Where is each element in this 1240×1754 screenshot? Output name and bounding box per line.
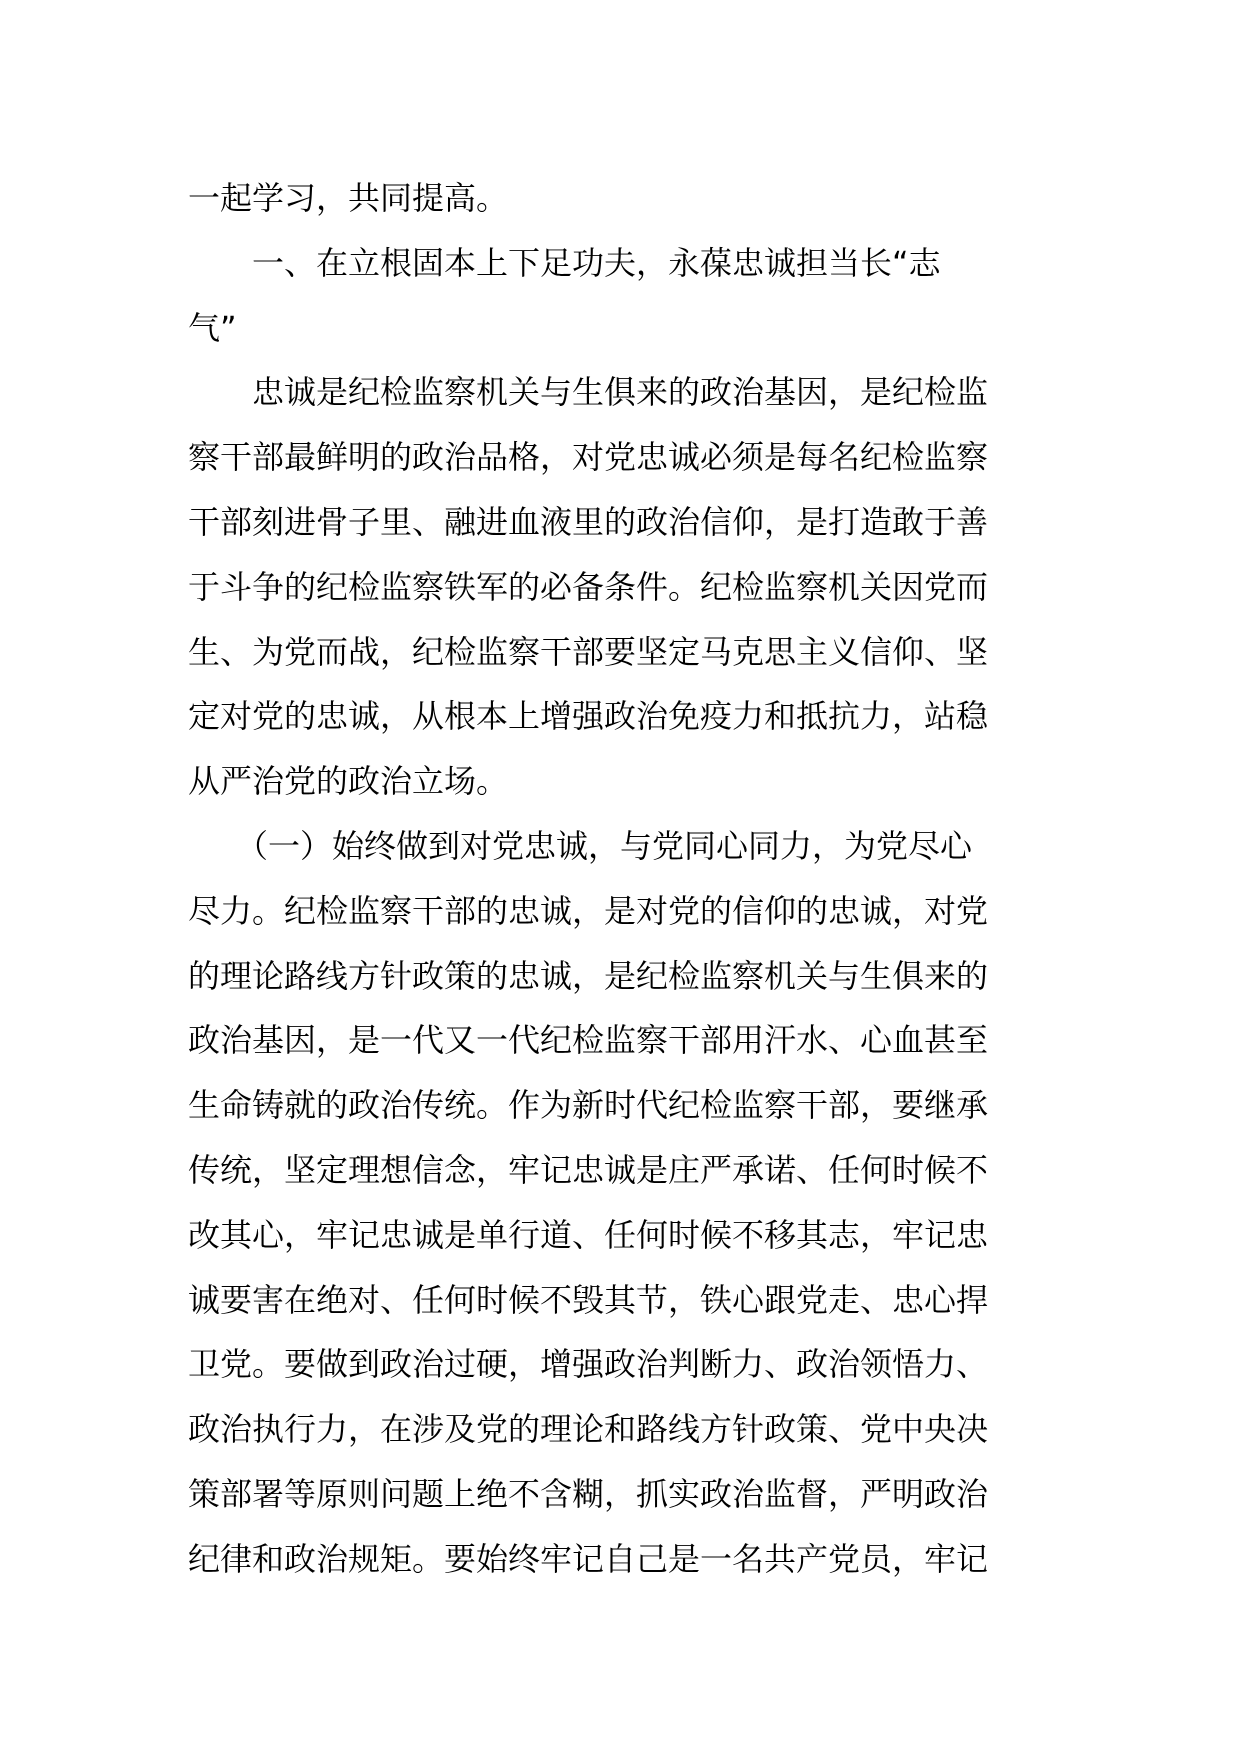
section-heading-line-2: 气” [188,308,237,347]
text-line-18: 诚要害在绝对、任何时候不毁其节，铁心跟党走、忠心捍 [188,1280,989,1319]
text-line-19: 卫党。要做到政治过硬，增强政治判断力、政治领悟力、 [188,1345,989,1384]
text-line-10: 从严治党的政治立场。 [188,762,509,801]
text-line-5: 察干部最鲜明的政治品格，对党忠诚必须是每名纪检监察 [188,438,989,477]
text-line-9: 定对党的忠诚，从根本上增强政治免疫力和抵抗力，站稳 [188,697,989,736]
body-text [188,166,1052,1592]
text-line-16: 传统，坚定理想信念，牢记忠诚是庄严承诺、任何时候不 [188,1150,989,1189]
text-line-17: 改其心，牢记忠诚是单行道、任何时候不移其志，牢记忠 [188,1215,989,1254]
text-line-13: 的理论路线方针政策的忠诚，是纪检监察机关与生俱来的 [188,956,989,995]
text-line-4: 忠诚是纪检监察机关与生俱来的政治基因，是纪检监 [188,373,989,412]
text-line-20: 政治执行力，在涉及党的理论和路线方针政策、党中央决 [188,1410,989,1449]
text-line-15: 生命铸就的政治传统。作为新时代纪检监察干部，要继承 [188,1086,989,1125]
text-line-8: 生、为党而战，纪检监察干部要坚定马克思主义信仰、坚 [188,632,989,671]
text-line-14: 政治基因，是一代又一代纪检监察干部用汗水、心血甚至 [188,1021,989,1060]
text-line-11: （一）始终做到对党忠诚，与党同心同力，为党尽心 [188,826,973,865]
text-line-1: 一起学习，共同提高。 [188,179,509,217]
section-heading-line-1: 一、在立根固本上下足功夫，永葆忠诚担当长“志 [188,243,941,282]
text-line-6: 干部刻进骨子里、融进血液里的政治信仰，是打造敢于善 [188,502,989,541]
text-line-7: 于斗争的纪检监察铁军的必备条件。纪检监察机关因党而 [188,567,989,606]
text-line-22: 纪律和政治规矩。要始终牢记自己是一名共产党员，牢记 [188,1539,989,1578]
text-line-21: 策部署等原则问题上绝不含糊，抓实政治监督，严明政治 [188,1474,989,1513]
text-line-12: 尽力。纪检监察干部的忠诚，是对党的信仰的忠诚，对党 [188,891,989,930]
